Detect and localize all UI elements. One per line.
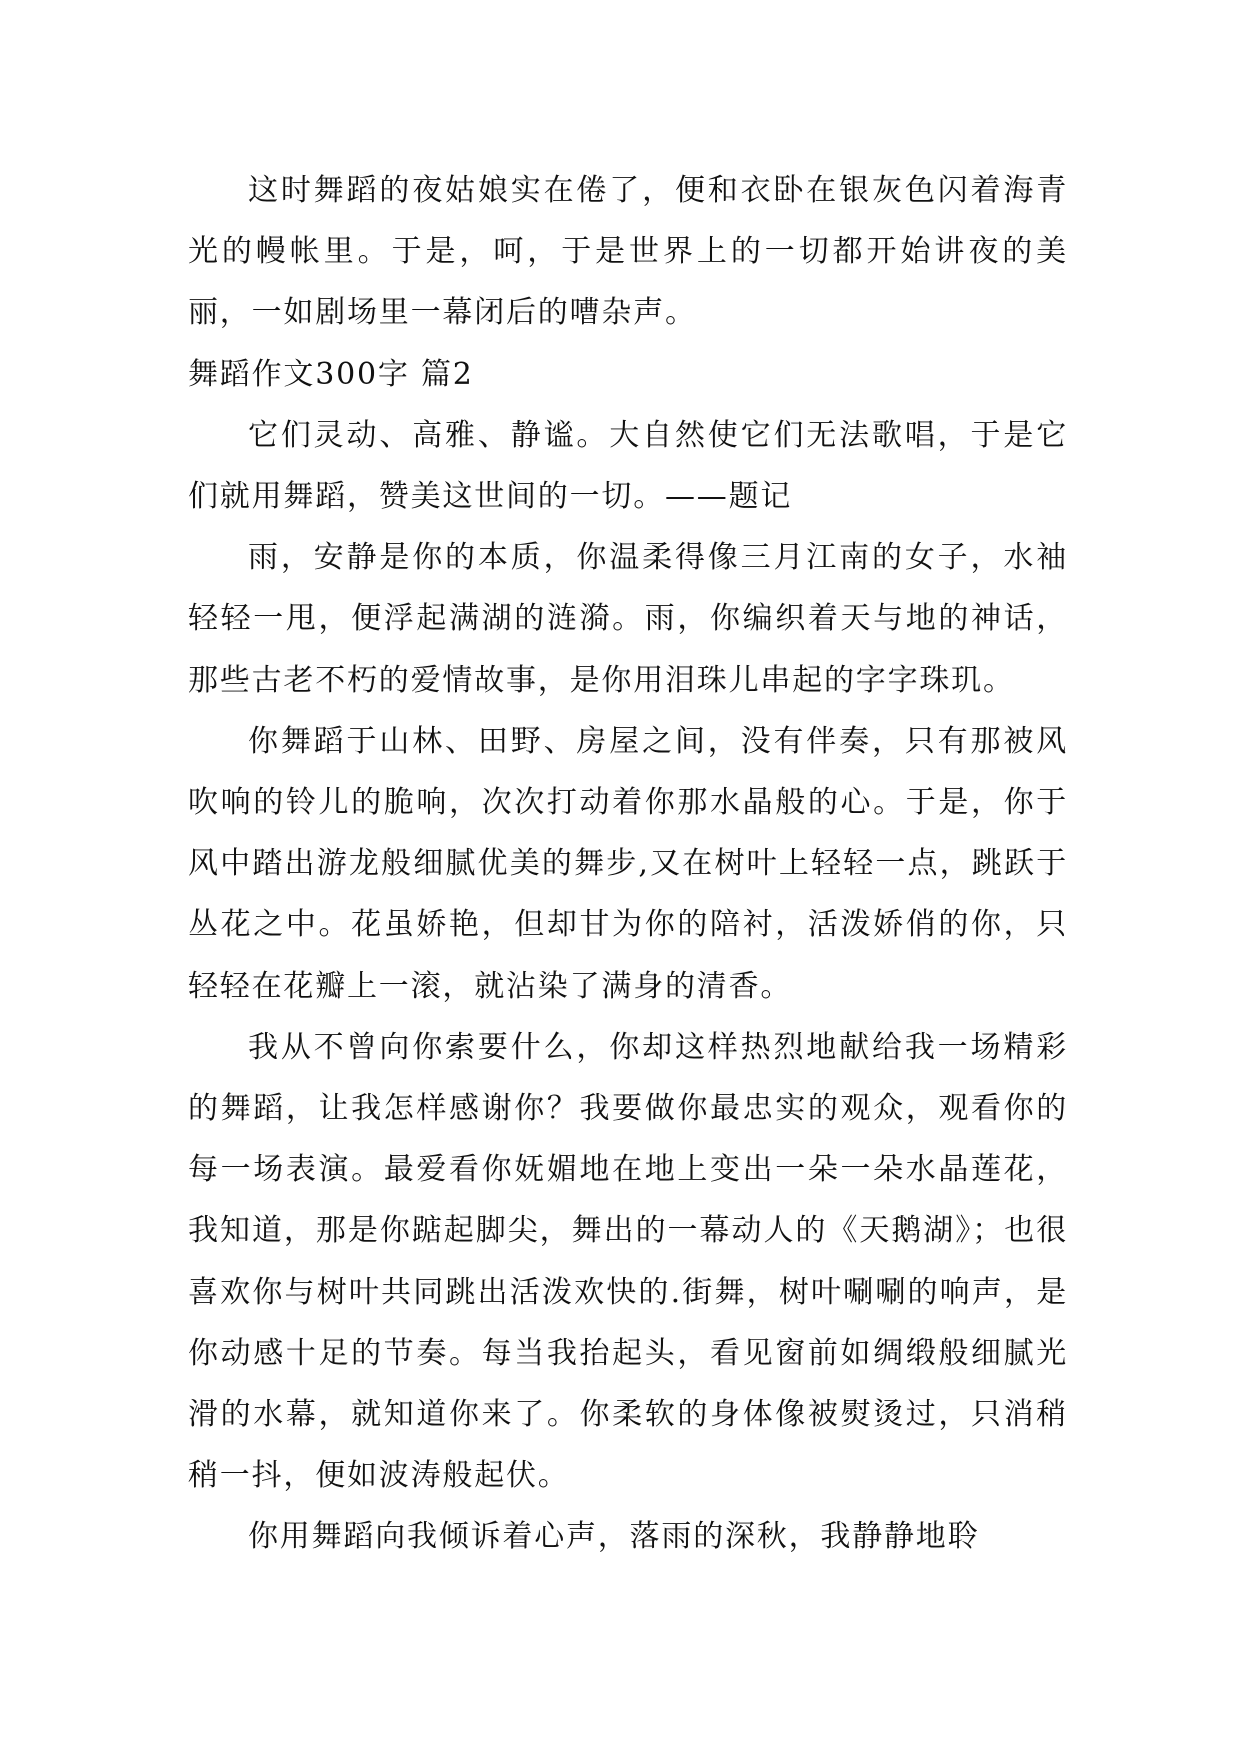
paragraph-rain-dance: 你舞蹈于山林、田野、房屋之间，没有伴奏，只有那被风吹响的铃儿的脆响，次次打动着你那水晶般的心。于是，你于风中踏出游龙般细腻优美的舞步,又在树叶上轻轻一点，跳跃于丛花之中。花虽娇艳，但却甘为你的陪衬，活泼娇俏的你，只轻轻在花瓣上一滚，就沾染了满身的清香。 — [188, 723, 1068, 1004]
paragraph-rain-nature: 雨，安静是你的本质，你温柔得像三月江南的女子，水袖轻轻一甩，便浮起满湖的涟漪。雨，你编织着天与地的神话，那些古老不朽的爱情故事，是你用泪珠儿串起的字字珠玑。 — [188, 540, 1068, 698]
document-body — [188, 160, 1068, 1568]
section-heading: 舞蹈作文300字 篇2 — [188, 356, 474, 392]
paragraph-rain-voice: 你用舞蹈向我倾诉着心声，落雨的深秋，我静静地聆 — [248, 1519, 980, 1555]
paragraph-epigraph: 它们灵动、高雅、静谧。大自然使它们无法歌唱，于是它们就用舞蹈，赞美这世间的一切。——题记 — [188, 417, 1068, 515]
paragraph-rain-performance: 我从不曾向你索要什么，你却这样热烈地献给我一场精彩的舞蹈，让我怎样感谢你？我要做你最忠实的观众，观看你的每一场表演。最爱看你妩媚地在地上变出一朵一朵水晶莲花，我知道，那是你踮起脚尖，舞出的一幕动人的《天鹅湖》；也很喜欢你与树叶共同跳出活泼欢快的.街舞，树叶唰唰的响声，是你动感十足的节奏。每当我抬起头，看见窗前如绸缎般细腻光滑的水幕，就知道你来了。你柔软的身体像被熨烫过，只消稍稍一抖，便如波涛般起伏。 — [188, 1029, 1068, 1494]
paragraph-night-girl: 这时舞蹈的夜姑娘实在倦了，便和衣卧在银灰色闪着海青光的幔帐里。于是，呵，于是世界上的一切都开始讲夜的美丽，一如剧场里一幕闭后的嘈杂声。 — [188, 173, 1068, 331]
